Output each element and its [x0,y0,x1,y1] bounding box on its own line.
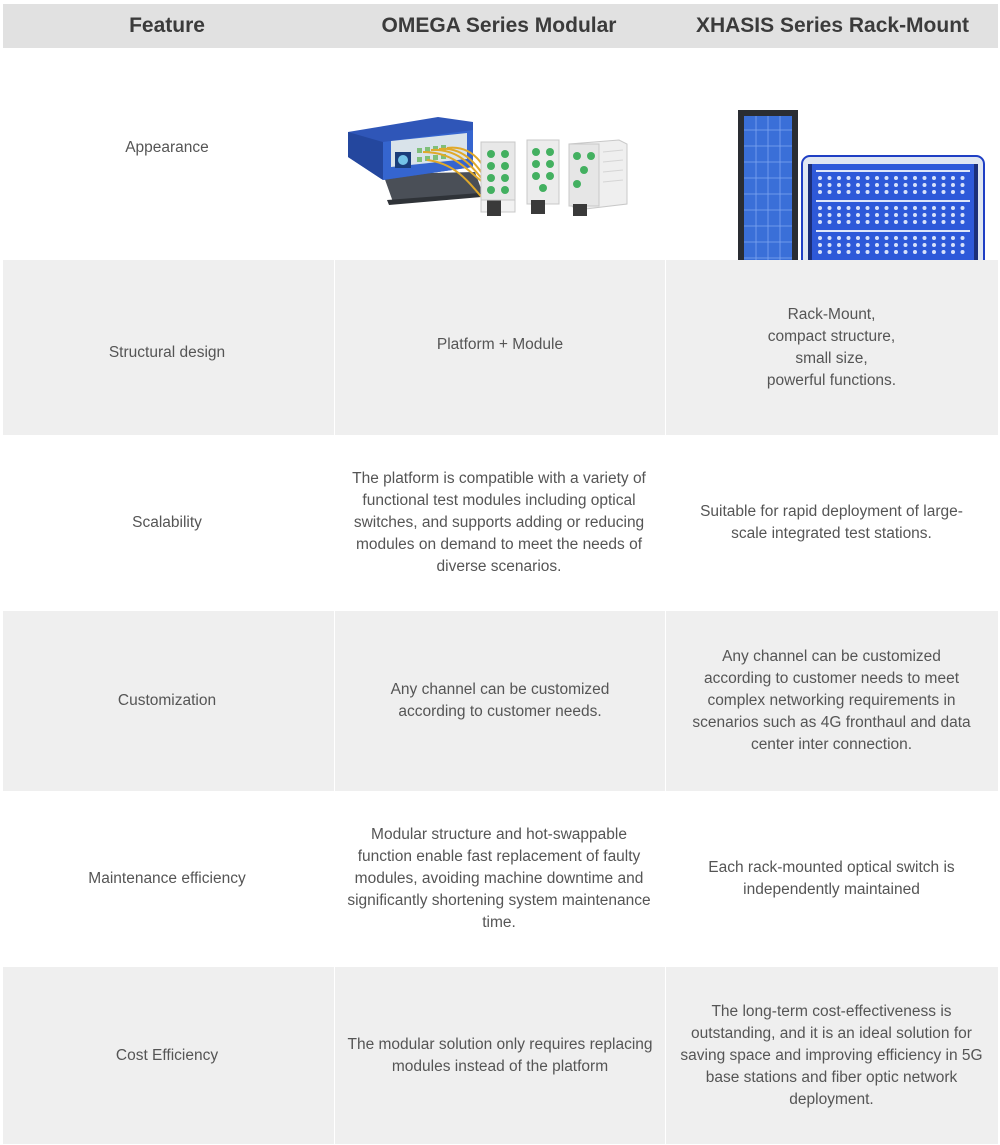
xhasis-text: Each rack-mounted optical switch is independently maintained [708,859,955,898]
omega-text: The modular solution only requires replacing modules instead of the platform [347,1035,653,1075]
table-row-appearance [3,50,998,260]
feature-cell [3,435,331,611]
feature-cell [3,260,331,435]
omega-text: Platform + Module [436,335,564,353]
feature-label: Structural design [108,343,226,361]
table-row-customization [3,611,998,791]
omega-cell [334,611,666,791]
header-feature: Feature [129,14,205,37]
table-header [3,4,998,48]
omega-cell [334,967,666,1144]
feature-label: Maintenance efficiency [88,870,246,887]
table-row-maintenance-efficiency [3,791,998,967]
omega-cell [334,435,664,611]
header-xhasis: XHASIS Series Rack-Mount [695,14,970,37]
omega-cell [334,260,666,435]
xhasis-text: The long-term cost-effectiveness is outstanding, and it is an ideal solution for saving space and improving efficiency in 5G base stations and fiber optic network deployment. [680,1002,983,1108]
xhasis-text: Rack-Mount, compact structure, small size, powerful functions. [766,305,897,389]
xhasis-cell [665,611,998,791]
feature-label: Cost Efficiency [115,1046,219,1064]
header-omega: OMEGA Series Modular [381,14,617,37]
table-row-structural-design [3,260,998,435]
feature-cell [3,791,331,967]
feature-label: Customization [117,692,217,709]
xhasis-text: Suitable for rapid deployment of large-scale integrated test stations. [700,503,963,542]
omega-text: Any channel can be customized according to customer needs. [390,681,610,720]
xhasis-text: Any channel can be customized according to customer needs to meet complex networking requirements in scenarios such as 4G fronthaul and data center inter connection. [692,648,971,753]
feature-label: Appearance [125,139,209,156]
omega-modular-platform-image [343,112,633,222]
table-row-cost-efficiency [3,967,998,1144]
omega-text: Modular structure and hot-swappable function enable fast replacement of faulty modules, avoiding machine downtime and significantly shortening system maintenance time. [347,826,651,931]
xhasis-cell [665,967,998,1144]
feature-cell [3,50,331,260]
feature-label: Scalability [132,514,202,531]
xhasis-cell [665,260,998,435]
xhasis-cell [665,435,998,611]
feature-cell [3,611,331,791]
omega-text: The platform is compatible with a variety of functional test modules including optical switches, and supports adding or reducing modules on demand to meet the needs of diverse scenarios. [352,470,646,575]
feature-cell [3,967,331,1144]
table-row-scalability [3,435,998,611]
omega-cell [334,791,664,967]
xhasis-cell [665,791,998,967]
